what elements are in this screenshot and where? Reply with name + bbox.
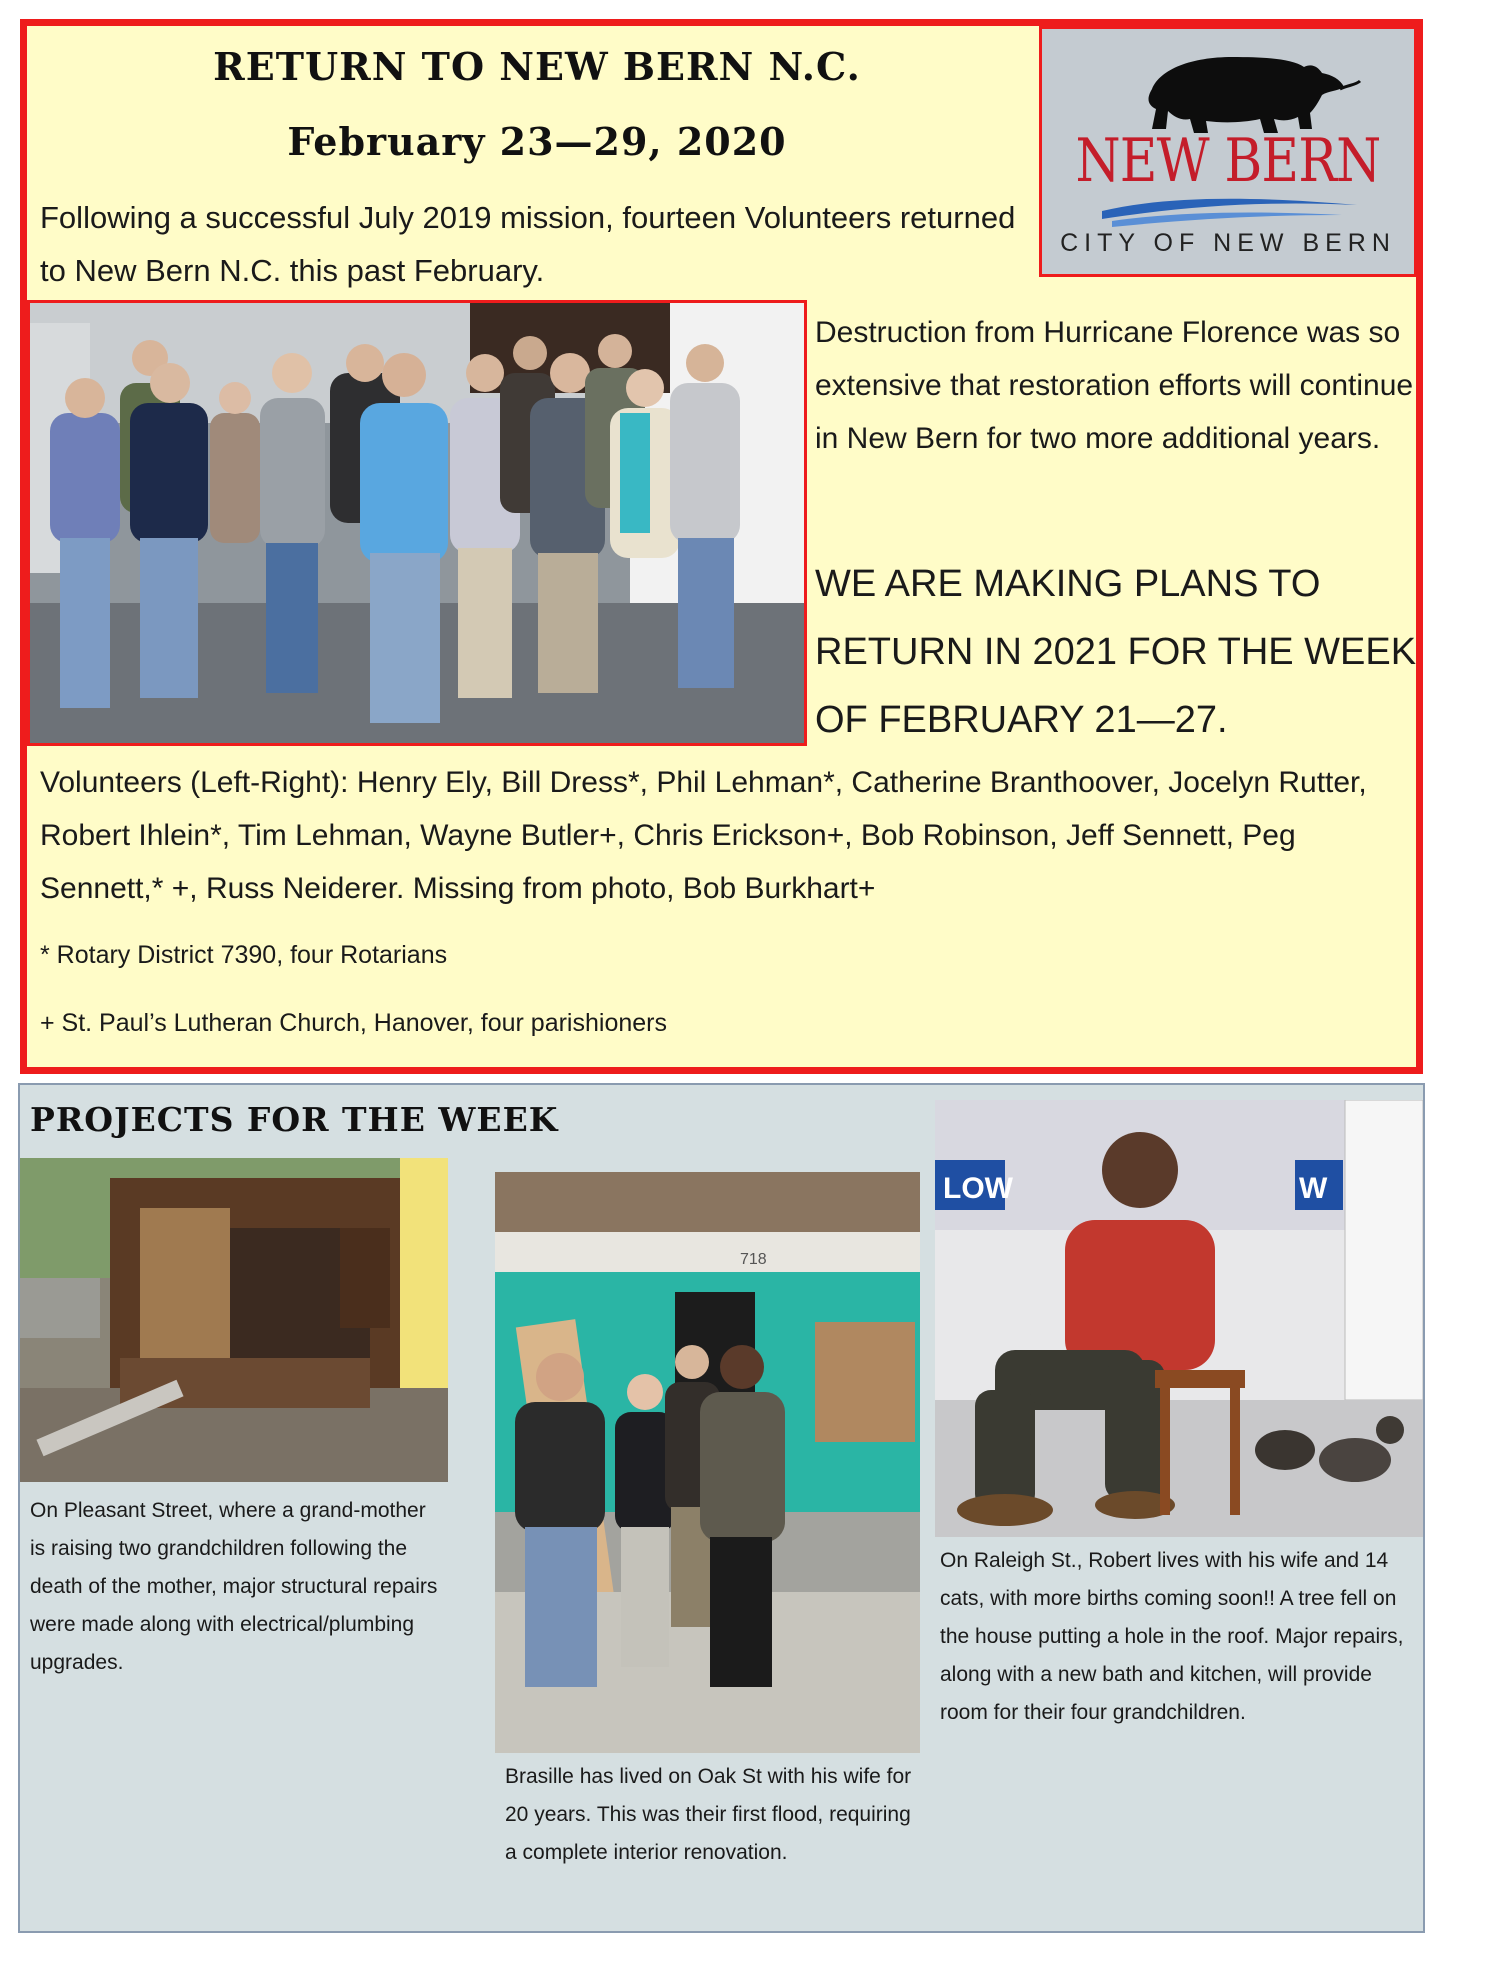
intro-paragraph: Following a successful July 2019 mission, fourteen Volunteers returned to New Bern N.C. this past February. [40, 200, 1016, 288]
volunteer-group-photo [27, 300, 807, 746]
church-note: + St. Paul’s Lutheran Church, Hanover, four parishioners [40, 1009, 667, 1037]
house-number: 718 [740, 1251, 767, 1268]
logo-name: NEW BERN [1075, 126, 1381, 196]
page-title: RETURN TO NEW BERN N.C. [213, 44, 861, 89]
new-bern-logo [1039, 26, 1417, 277]
oak-street-photo [495, 1172, 920, 1753]
lowes-sign-left: LOW [943, 1172, 1013, 1205]
mission-dates: February 23—29, 2020 [287, 119, 787, 164]
rotary-note: * Rotary District 7390, four Rotarians [40, 941, 448, 969]
raleigh-street-caption: On Raleigh St., Robert lives with his wife and 14 cats, with more births coming soon!! A tree fell on the house putting a hole in the roof. Major repairs, along with a new bath and kitchen, will provide room for their four grandchildren. [940, 1549, 1404, 1724]
plans-announcement: WE ARE MAKING PLANS TO RETURN IN 2021 FOR THE WEEK OF FEBRUARY 21—27. [815, 563, 1417, 741]
destruction-paragraph: Destruction from Hurricane Florence was so extensive that restoration efforts will continue in New Bern for two more additional years. [815, 316, 1414, 455]
oak-street-caption: Brasille has lived on Oak St with his wife for 20 years. This was their first flood, requiring a complete interior renovation. [505, 1765, 912, 1864]
raleigh-street-photo [935, 1100, 1423, 1537]
projects-heading: PROJECTS FOR THE WEEK [30, 1100, 559, 1139]
projects-section [18, 1083, 1425, 1933]
volunteers-list: Volunteers (Left-Right): Henry Ely, Bill Dress*, Phil Lehman*, Catherine Branthoover, Jocelyn Rutter, Robert Ihlein*, Tim Lehman, Wayne Butler+, Chris Erickson+, Bob Robinson, Jeff Sennett, Peg Sennett,* +, Russ Neiderer. Missing from photo, Bob Burkhart+ [40, 766, 1367, 905]
pleasant-street-photo [20, 1158, 448, 1482]
logo-city: CITY OF NEW BERN [1060, 229, 1396, 257]
lowes-sign-right: W [1299, 1172, 1328, 1205]
pleasant-street-caption: On Pleasant Street, where a grand-mother is raising two grandchildren following the death of the mother, major structural repairs were made along with electrical/plumbing upgrades. [30, 1499, 438, 1674]
return-mission-section [20, 19, 1423, 1074]
